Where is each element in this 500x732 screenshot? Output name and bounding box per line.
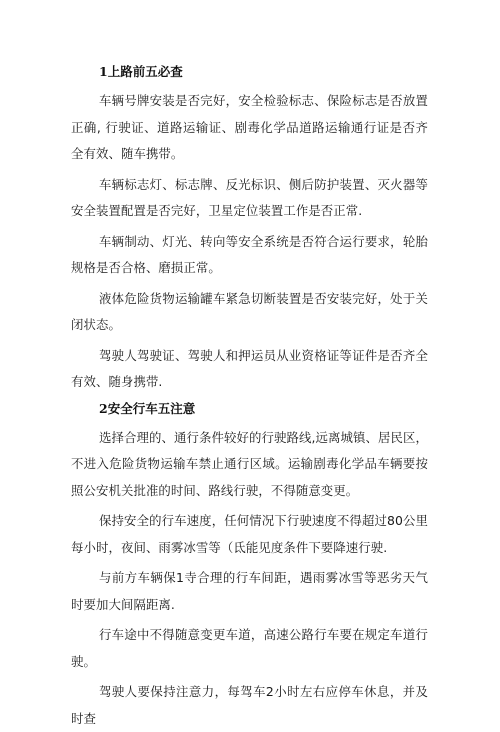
paragraph-brakes-lights-tires: 车辆制动、灯光、转向等安全系统是否符合运行要求，轮胎规格是否合格、磨损正常。 <box>71 233 428 275</box>
paragraph-following-distance: 与前方车辆保1寺合理的行车间距，遇雨雾冰雪等恶劣天气时要加大间隔距离. <box>71 570 428 612</box>
paragraph-lane-keeping: 行车途中不得随意变更车道，高速公路行车要在规定车道行驶。 <box>71 627 428 669</box>
paragraph-tank-shutoff-valve: 液体危险货物运输罐车紧急切断装置是否安装完好，处于关闭状态。 <box>71 290 428 332</box>
paragraph-route-selection: 选择合理的、通行条件较好的行驶路线,远离城镇、居民区，不进入危险货物运输车禁止通行区域。运输剧毒化学品车辆要按照公安机关批准的时间、路线行驶，不得随意变更。 <box>71 429 428 498</box>
section-title-pre-trip-checks: 1上路前五必查 <box>99 64 183 79</box>
paragraph-driver-licenses: 驾驶人驾驶证、驾驶人和押运员从业资格证等证件是否齐全有效、随身携带. <box>71 347 428 389</box>
paragraph-plates-and-documents: 车辆号牌安装是否完好，安全检验标志、保险标志是否放置正确, 行驶证、道路运输证、剧毒化学品道路运输通行证是否齐全有效、随车携带。 <box>71 93 428 161</box>
paragraph-driver-rest: 驾驶人要保持注意力，每驾车2小时左右应停车休息，并及时查 <box>71 684 428 726</box>
section-title-safe-driving: 2安全行车五注意 <box>99 400 196 416</box>
paragraph-safety-equipment: 车辆标志灯、标志牌、反光标识、侧后防护装置、灭火器等安全装置配置是否完好，卫星定位装置工作是否正常. <box>71 176 428 218</box>
paragraph-speed-limit: 保持安全的行车速度，任何情况下行驶速度不得超过80公里每小时，夜间、雨雾冰雪等（氐能见度条件下要降速行驶. <box>71 513 428 555</box>
